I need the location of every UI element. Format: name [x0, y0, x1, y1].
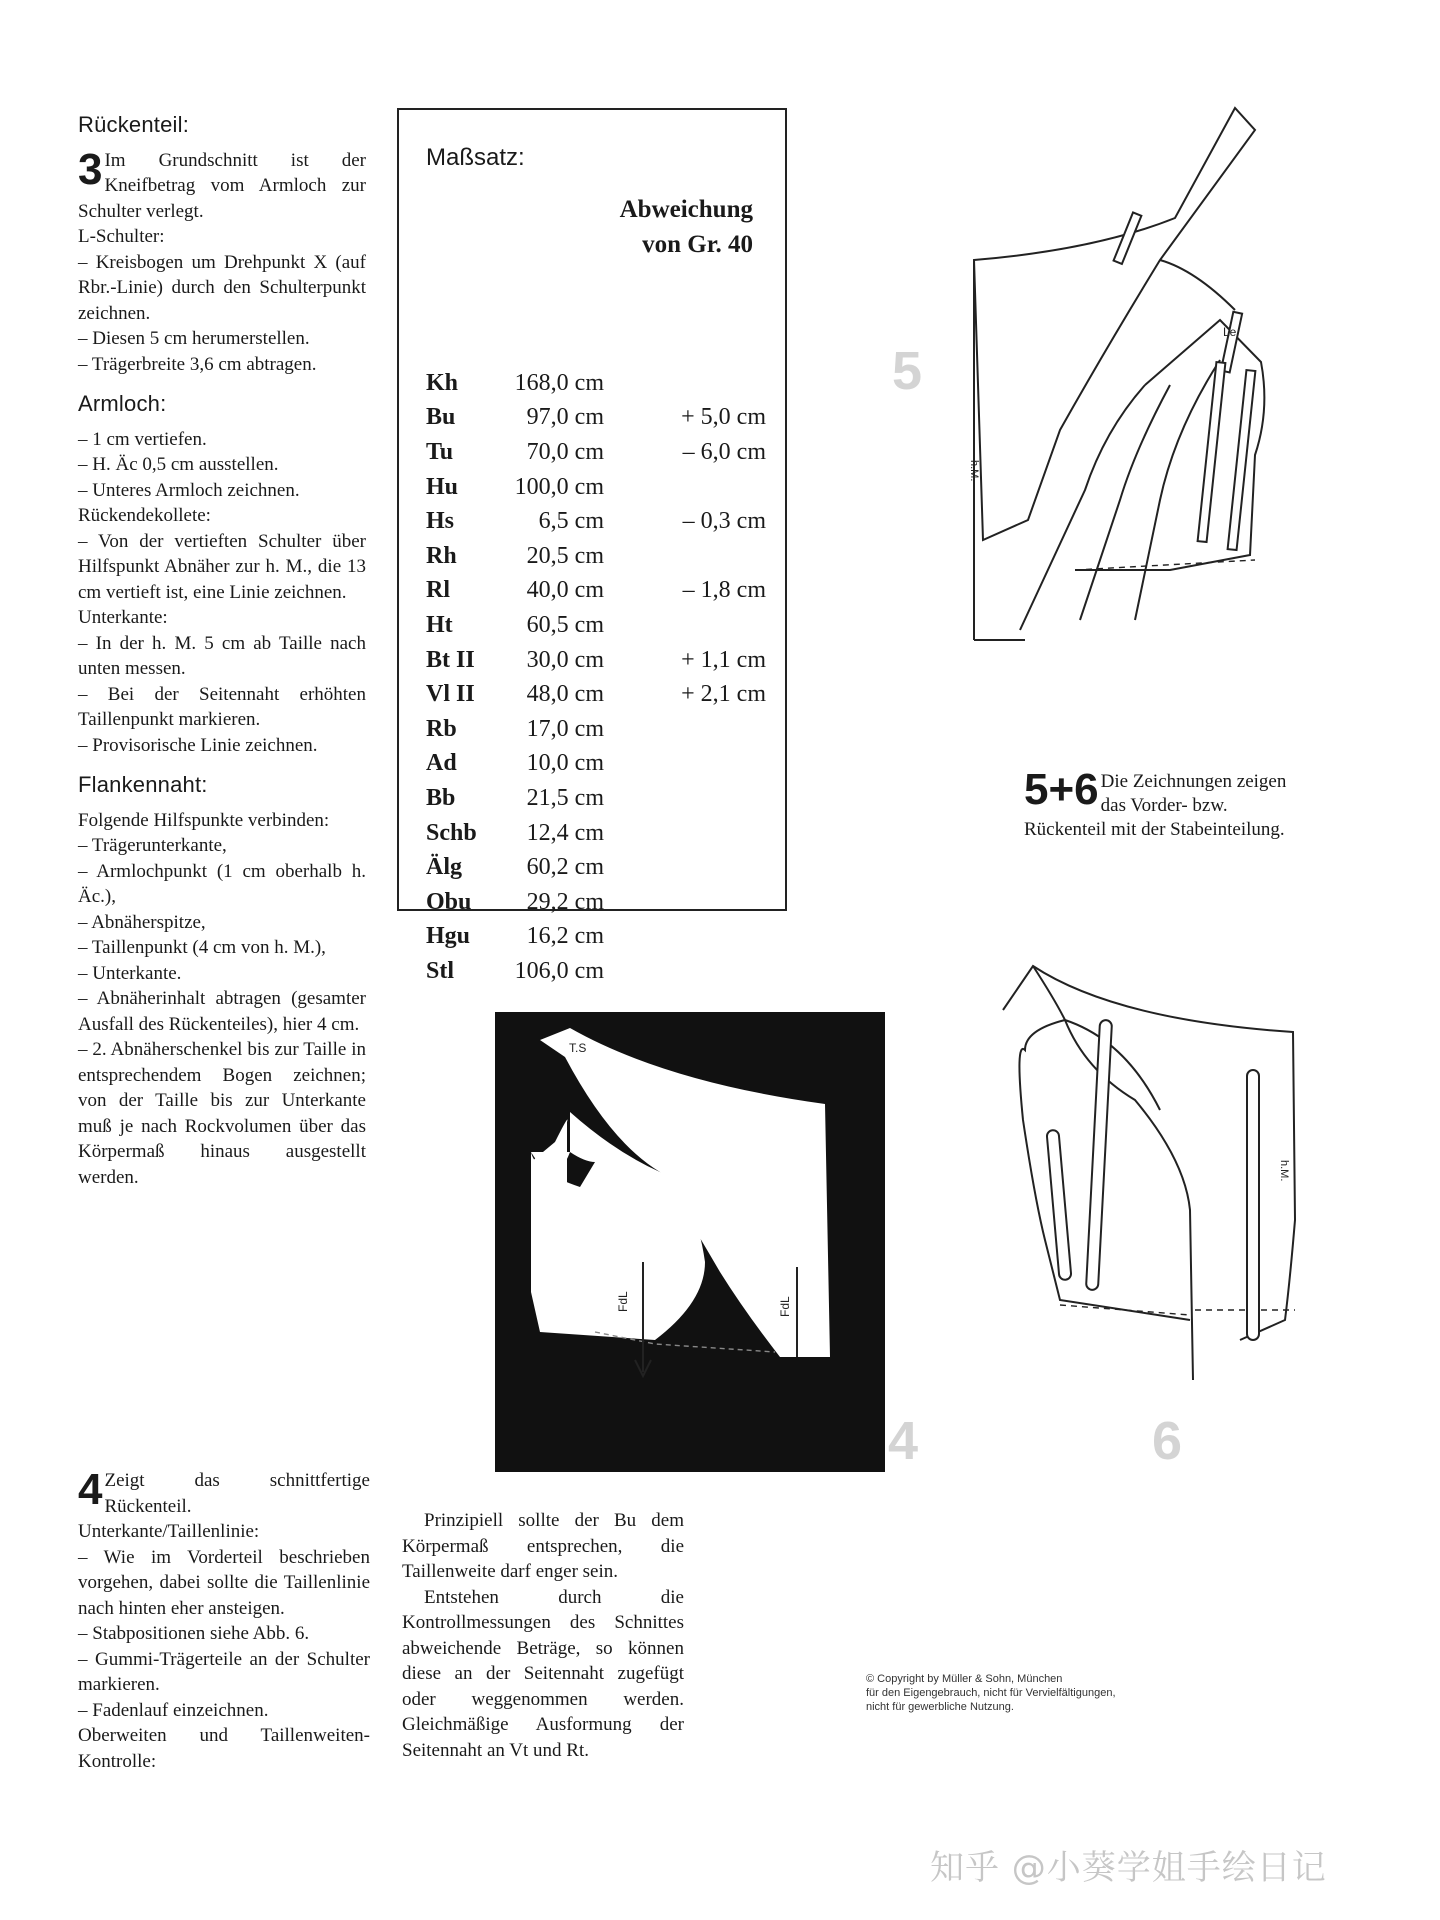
massatz-row — [426, 401, 766, 436]
measure-value: 12,4 cm — [526, 819, 604, 846]
figure-6-number: 6 — [1152, 1411, 1183, 1471]
heading-flankennaht: Flankennaht: — [78, 772, 208, 797]
figure-4-label-fdl1: FdL — [616, 1291, 630, 1312]
massatz-row — [426, 366, 766, 401]
armloch-item: – 1 cm vertiefen. — [78, 428, 207, 450]
deviation-header — [620, 192, 753, 262]
step-4-paragraph — [78, 1465, 370, 1519]
copyright-note — [866, 1672, 1196, 1714]
schulter-item: – Diesen 5 cm herumerstellen. — [78, 328, 310, 349]
measure-deviation: + 1,1 cm — [681, 646, 766, 673]
measure-value: 60,5 cm — [526, 611, 604, 638]
measure-value: 70,0 cm — [526, 438, 604, 465]
measure-key: Bu — [426, 404, 456, 431]
figure-6-label-hm: h.M. — [1278, 1160, 1290, 1182]
armloch-item: Unterkante: — [78, 607, 168, 628]
measure-value: 100,0 cm — [514, 473, 604, 500]
copyright-line: für den Eigengebrauch, nicht für Vervielfältigungen, — [866, 1687, 1116, 1699]
step-4-number: 4 — [78, 1465, 103, 1514]
step-4-text: Zeigt das schnittfertige Rückenteil. — [104, 1470, 370, 1517]
figure-4-number: 4 — [888, 1411, 919, 1471]
massatz-row — [426, 747, 766, 782]
measure-deviation: – 0,3 cm — [682, 508, 766, 535]
copyright-line: nicht für gewerbliche Nutzung. — [866, 1701, 1014, 1713]
schulter-item: – Kreisbogen um Drehpunkt X (auf Rbr.-Linie) durch den Schulterpunkt zeichnen. — [78, 251, 366, 324]
measure-value: 168,0 cm — [514, 369, 604, 396]
measure-key: Hgu — [426, 923, 471, 950]
step4-item: – Fadenlauf einzeichnen. — [78, 1699, 269, 1721]
massatz-row — [426, 504, 766, 539]
flanke-item: – Trägerunterkante, — [78, 835, 227, 856]
step-3-number: 3 — [78, 144, 103, 194]
flanke-item: – Unterkante. — [78, 962, 182, 984]
measure-key: Tu — [426, 438, 454, 465]
massatz-row — [426, 643, 766, 678]
armloch-item: – Provisorische Linie zeichnen. — [78, 734, 318, 756]
measure-deviation: + 5,0 cm — [681, 404, 766, 431]
massatz-row — [426, 539, 766, 574]
caption-5-6-number: 5+6 — [1024, 765, 1099, 814]
flanke-item: – Abnäherspitze, — [78, 911, 206, 933]
mid-paragraph: Entstehen durch die Kontrollmessungen des Schnittes abweichende Beträge, so können diese an der Seitennaht zugefügt oder weggenommen werden. Gleichmäßige Ausformung der Seitennaht an Vt und Rt. — [402, 1586, 684, 1761]
massatz-row — [426, 885, 766, 920]
measure-value: 29,2 cm — [526, 888, 604, 915]
armloch-item: – Unteres Armloch zeichnen. — [78, 479, 300, 501]
measure-value: 10,0 cm — [526, 750, 604, 777]
measure-key: Bb — [426, 784, 456, 811]
figure-6-back-pattern — [985, 960, 1305, 1400]
figure-5-number: 5 — [892, 341, 923, 401]
step-3-text: Im Grundschnitt ist der Kneifbetrag vom Armloch zur Schulter verlegt. — [78, 149, 366, 222]
armloch-item: – Von der vertieften Schulter über Hilfspunkt Abnäher zur h. M., die 13 cm vertieft ist, eine Linie zeichnen. — [78, 530, 366, 603]
measure-value: 20,5 cm — [526, 542, 604, 569]
massatz-row — [426, 850, 766, 885]
measure-key: Obu — [426, 888, 472, 915]
measure-deviation: – 6,0 cm — [682, 438, 766, 465]
measure-key: Kh — [426, 369, 459, 396]
measure-key: Schb — [426, 819, 477, 846]
caption-5-6 — [1024, 765, 1308, 842]
measure-key: Rb — [426, 715, 457, 742]
step4-item: – Gummi-Trägerteile an der Schulter markieren. — [78, 1648, 370, 1695]
massatz-row — [426, 781, 766, 816]
measure-value: 21,5 cm — [526, 784, 604, 811]
left-column-step4 — [78, 1465, 370, 1774]
flanke-item: Folgende Hilfspunkte verbinden: — [78, 809, 330, 831]
massatz-row — [426, 470, 766, 505]
armloch-item: – In der h. M. 5 cm ab Taille nach unten messen. — [78, 632, 366, 679]
measure-value: 30,0 cm — [526, 646, 604, 673]
measure-value: 17,0 cm — [526, 715, 604, 742]
measure-key: Ad — [426, 750, 457, 777]
flanke-item: – Armlochpunkt (1 cm oberhalb h. Äc.), — [78, 860, 366, 907]
schulter-label: L-Schulter: — [78, 226, 165, 247]
flanke-item: – Abnäherinhalt abtragen (gesamter Ausfall des Rückenteiles), hier 4 cm. — [78, 988, 366, 1035]
massatz-title: Maßsatz: — [426, 144, 525, 171]
middle-text-column — [402, 1508, 684, 1763]
figure-4-label-fdl2: FdL — [778, 1296, 792, 1317]
measure-key: Rh — [426, 542, 457, 569]
figure-5-label-hm: h.M. — [968, 460, 980, 482]
figure-5-front-pattern — [945, 100, 1285, 660]
massatz-row — [426, 608, 766, 643]
measure-key: Stl — [426, 957, 455, 984]
measure-value: 6,5 cm — [538, 508, 604, 535]
massatz-row — [426, 574, 766, 609]
massatz-box — [397, 108, 787, 984]
heading-rueckenteil: Rückenteil: — [78, 112, 190, 137]
massatz-row — [426, 816, 766, 851]
measure-value: 106,0 cm — [514, 957, 604, 984]
watermark: 知乎 @小葵学姐手绘日记 — [930, 1848, 1327, 1888]
step4-item: – Stabpositionen siehe Abb. 6. — [78, 1623, 310, 1644]
flanke-item: – Taillenpunkt (4 cm von h. M.), — [78, 937, 326, 958]
measure-key: Ht — [426, 611, 453, 638]
heading-armloch: Armloch: — [78, 391, 167, 416]
step4-item: – Wie im Vorderteil beschrieben vorgehen, dabei sollte die Taillenlinie nach hinten eher ansteigen. — [78, 1546, 370, 1619]
step-3-paragraph — [78, 144, 366, 225]
copyright-line: © Copyright by Müller & Sohn, München — [866, 1673, 1063, 1685]
measure-value: 97,0 cm — [526, 404, 604, 431]
measure-key: Älg — [426, 854, 462, 881]
left-column — [78, 112, 366, 1190]
measure-key: Vl II — [426, 681, 475, 708]
measure-value: 16,2 cm — [526, 923, 604, 950]
measure-value: 40,0 cm — [526, 577, 604, 604]
massatz-table — [426, 366, 766, 989]
mid-paragraph: Prinzipiell sollte der Bu dem Körpermaß entsprechen, die Taillenweite darf enger sein. — [402, 1510, 684, 1582]
measure-key: Hs — [426, 508, 455, 535]
massatz-row — [426, 677, 766, 712]
massatz-row — [426, 920, 766, 955]
massatz-row — [426, 435, 766, 470]
figure-5-label-le: Le — [1223, 325, 1237, 339]
massatz-row — [426, 954, 766, 989]
deviation-header-line2: von Gr. 40 — [642, 231, 753, 258]
measure-key: Rl — [426, 577, 450, 604]
deviation-header-line1: Abweichung — [619, 196, 753, 223]
measure-key: Hu — [426, 473, 459, 500]
step4-item: Oberweiten und Taillenweiten-Kontrolle: — [78, 1725, 370, 1772]
flanke-item: – 2. Abnäherschenkel bis zur Taille in entsprechendem Bogen zeichnen; von der Taille bis zur Unterkante muß je nach Rockvolumen über das Körpermaß hinaus ausgestellt werden. — [78, 1039, 366, 1188]
measure-value: 60,2 cm — [526, 854, 604, 881]
armloch-item: – Bei der Seitennaht erhöhten Taillenpunkt markieren. — [78, 683, 366, 730]
measure-deviation: – 1,8 cm — [682, 577, 766, 604]
figure-4-back-pattern — [495, 1012, 885, 1472]
measure-value: 48,0 cm — [526, 681, 604, 708]
massatz-row — [426, 712, 766, 747]
figure-4-label-ts: T.S — [569, 1041, 587, 1055]
measure-key: Bt II — [426, 646, 475, 673]
armloch-item: – H. Äc 0,5 cm ausstellen. — [78, 454, 279, 475]
armloch-item: Rückendekollete: — [78, 505, 211, 526]
measure-deviation: + 2,1 cm — [681, 681, 766, 708]
step4-item: Unterkante/Taillenlinie: — [78, 1521, 260, 1542]
caption-5-6-text: Die Zeichnungen zeigen das Vorder- bzw. Rückenteil mit der Stabeinteilung. — [1024, 771, 1287, 840]
schulter-item: – Trägerbreite 3,6 cm abtragen. — [78, 353, 317, 375]
